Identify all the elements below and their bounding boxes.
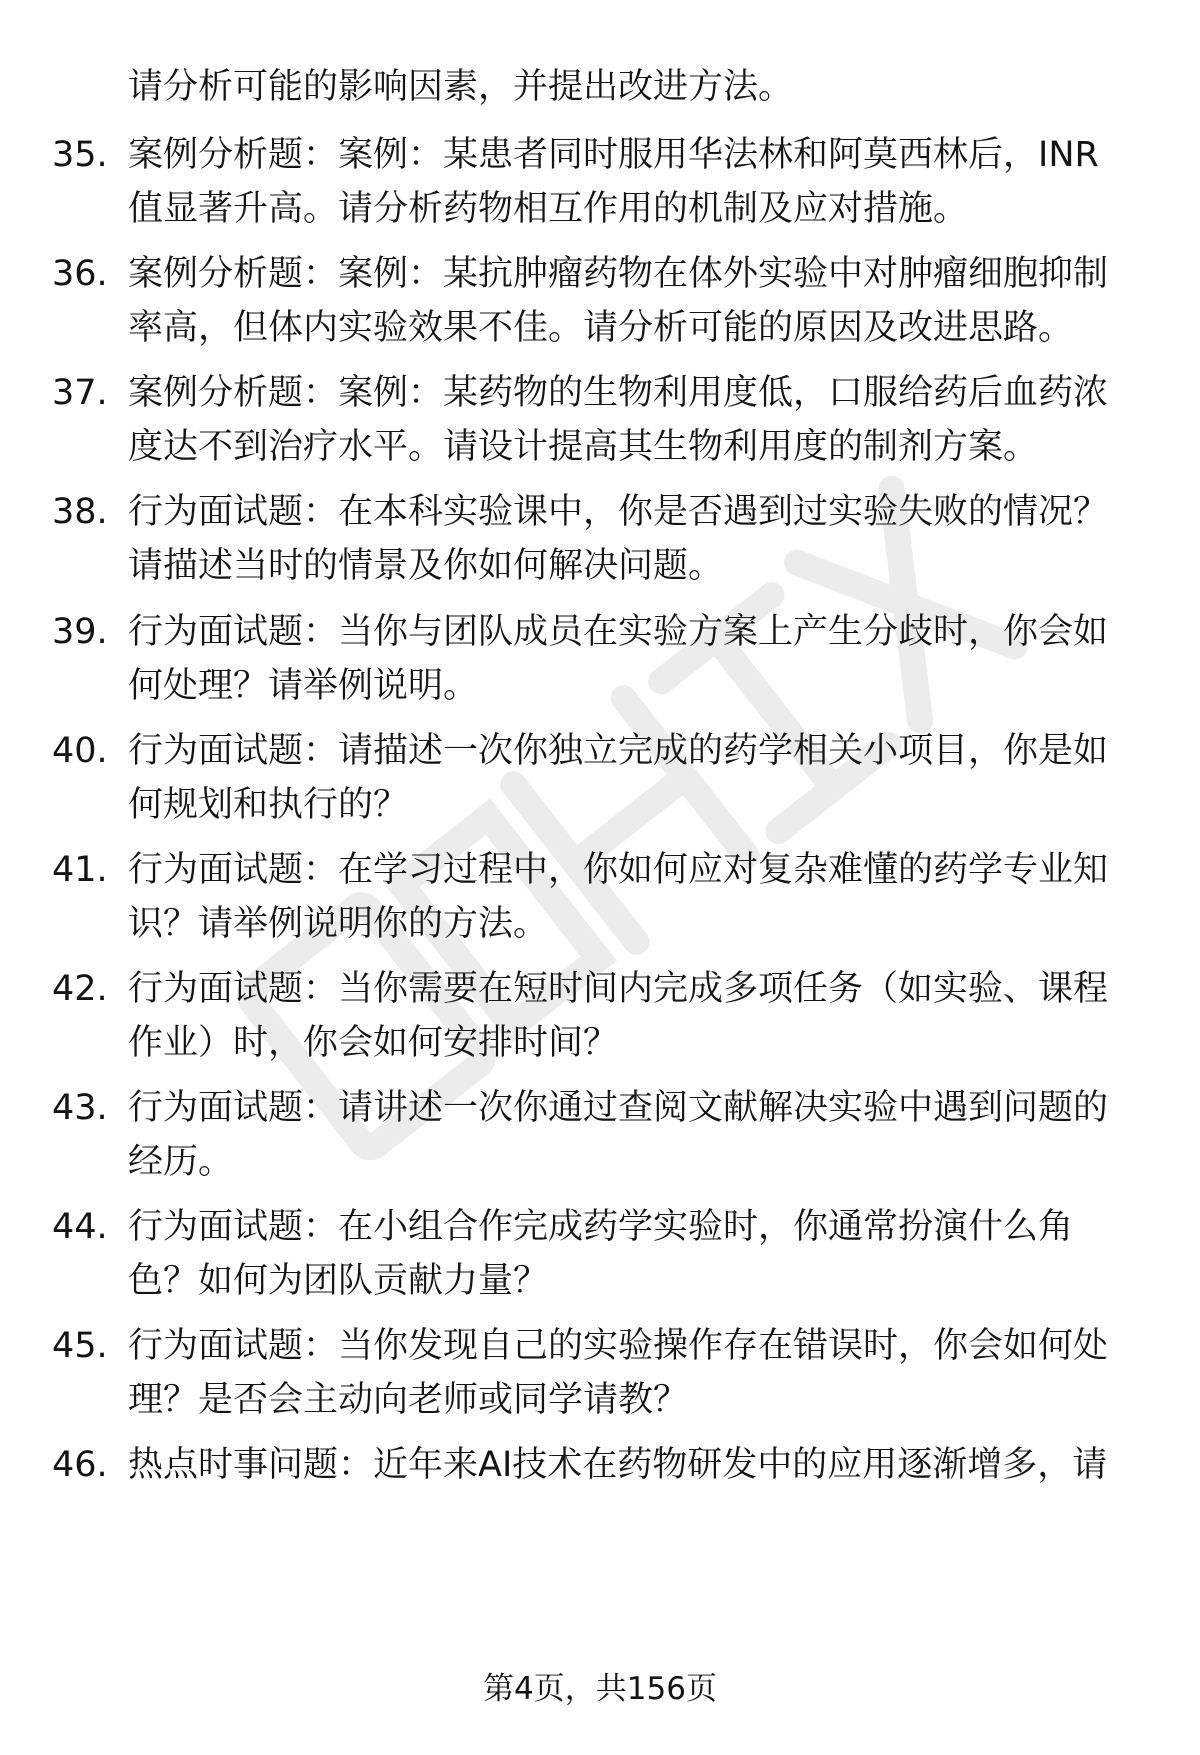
item-text: 案例分析题：案例：某抗肿瘤药物在体外实验中对肿瘤细胞抑制 率高，但体内实验效果不佳。请分析可能的原因及改进思路。: [128, 254, 1109, 348]
item-number: 42.: [52, 969, 108, 1009]
item-text: 案例分析题：案例：某药物的生物利用度低，口服给药后血药浓 度达不到治疗水平。请设计提高其生物利用度的制剂方案。: [128, 373, 1109, 467]
item-text: 热点时事问题：近年来AI技术在药物研发中的应用逐渐增多，请: [128, 1445, 1108, 1485]
item-number: 41.: [52, 850, 108, 890]
item-text: 行为面试题：当你发现自己的实验操作存在错误时，你会如何处 理？是否会主动向老师或同学请教？: [128, 1326, 1109, 1420]
item-text: 行为面试题：当你与团队成员在实验方案上产生分歧时，你会如 何处理？请举例说明。: [128, 612, 1109, 706]
item-number: 43.: [52, 1088, 108, 1128]
item-number: 38.: [52, 492, 108, 532]
item-text: 行为面试题：请描述一次你独立完成的药学相关小项目，你是如 何规划和执行的？: [128, 731, 1109, 825]
item-number: 40.: [52, 731, 108, 771]
item-text: 行为面试题：请讲述一次你通过查阅文献解决实验中遇到问题的 经历。: [128, 1088, 1109, 1182]
item-number: 39.: [52, 612, 108, 652]
item-text: 行为面试题：在本科实验课中，你是否遇到过实验失败的情况？ 请描述当时的情景及你如何解决问题。: [128, 492, 1109, 586]
page-footer: 第4页，共156页: [483, 1671, 717, 1707]
item-text: 行为面试题：当你需要在短时间内完成多项任务（如实验、课程 作业）时，你会如何安排时间？: [128, 969, 1109, 1063]
item-number: 46.: [52, 1445, 108, 1485]
item-number: 44.: [52, 1207, 108, 1247]
item-number: 37.: [52, 373, 108, 413]
item-text: 案例分析题：案例：某患者同时服用华法林和阿莫西林后，INR 值显著升高。请分析药物相互作用的机制及应对措施。: [128, 135, 1099, 229]
item-number: 45.: [52, 1326, 108, 1366]
item-text: 行为面试题：在学习过程中，你如何应对复杂难懂的药学专业知 识？请举例说明你的方法。: [128, 850, 1109, 944]
continuation-line: 请分析可能的影响因素，并提出改进方法。: [128, 67, 794, 107]
item-number: 36.: [52, 254, 108, 294]
item-number: 35.: [52, 135, 108, 175]
item-text: 行为面试题：在小组合作完成药学实验时，你通常扮演什么角 色？如何为团队贡献力量？: [128, 1207, 1074, 1301]
